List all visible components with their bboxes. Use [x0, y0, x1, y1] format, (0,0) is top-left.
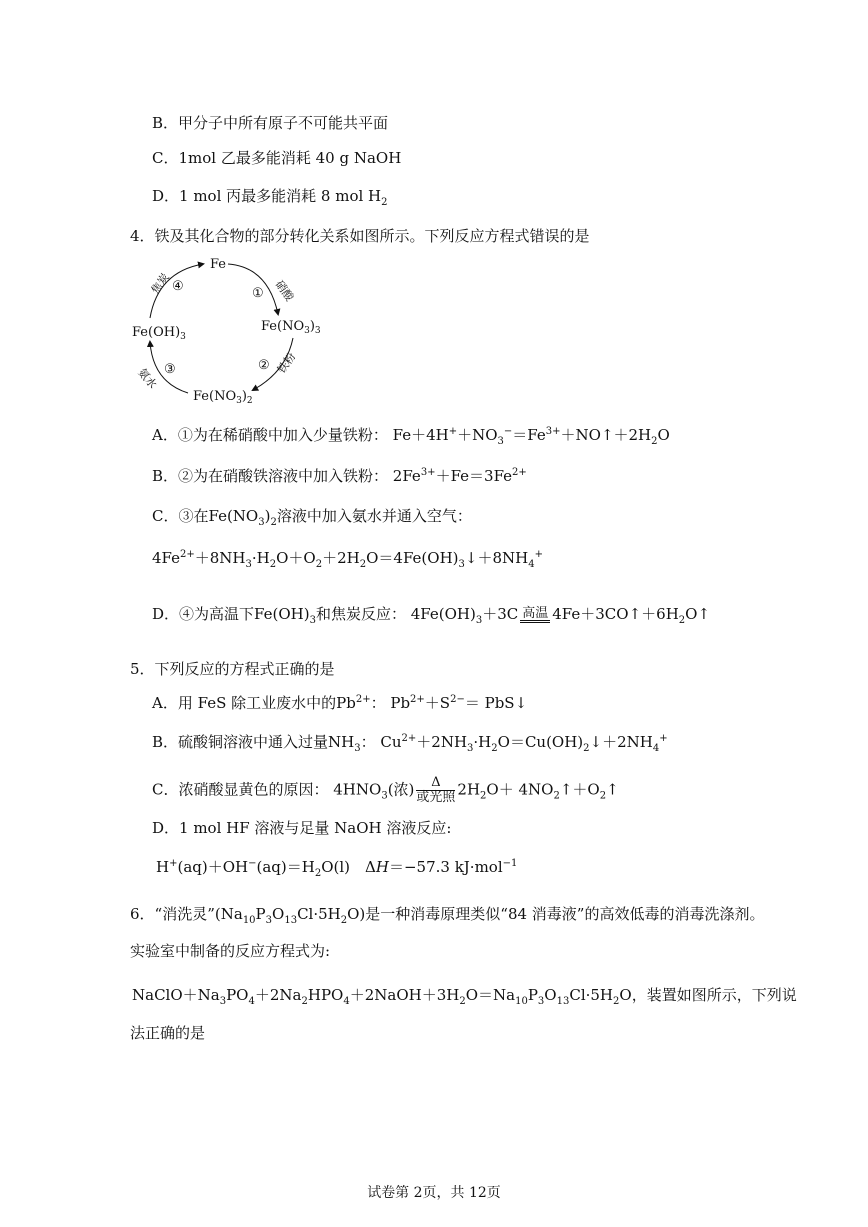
- q3-option-c: C．1mol 乙最多能消耗 40 g NaOH: [152, 149, 402, 167]
- reagent-3: 氨水: [135, 365, 160, 392]
- node-fe: Fe: [210, 257, 227, 272]
- q3-option-d: D．1 mol 丙最多能消耗 8 mol $H_2$: [152, 187, 388, 208]
- q5-option-a: A．用 FeS 除工业废水中的$Pb^{2+}$： $Pb^{2+}+S^{2-}=$ PbS↓: [152, 694, 528, 712]
- q5-option-b: B．硫酸铜溶液中通入过量$NH_3$： $Cu^{2+}+2NH_3\cdot H_2O=Cu(OH)_2↓+2NH_4^+$: [152, 733, 668, 754]
- q6-stem: 6．“消洗灵$”(Na_{10}P_3O_{13}Cl\cdot 5H_2O)$是一种消毒原理类似“84 消毒液”的高效低毒的消毒洗涤剂。: [130, 905, 765, 926]
- node-feno3-2: $Fe(NO_3)_2$: [193, 389, 253, 406]
- step-2: ②: [258, 358, 270, 373]
- step-1: ①: [252, 286, 264, 301]
- q4-option-b: B．②为在硝酸铁溶液中加入铁粉： $2Fe^{3+}+Fe=3Fe^{2+}$: [152, 467, 527, 485]
- iron-conversion-diagram: [128, 252, 328, 412]
- reagent-4: 焦炭: [148, 271, 172, 297]
- q3-option-b: B．甲分子中所有原子不可能共平面: [152, 114, 389, 132]
- reagent-2: 铁粉: [274, 350, 299, 376]
- q6-line2: 实验室中制备的反应方程式为:: [130, 942, 331, 960]
- q5-option-d: D．1 mol HF 溶液与足量 NaOH 溶液反应:: [152, 819, 452, 837]
- step-3: ③: [164, 362, 176, 377]
- reagent-1: 硝酸: [272, 278, 296, 304]
- node-feoh3: $Fe(OH)_3$: [132, 325, 186, 342]
- node-feno3-3: $Fe(NO_3)_3$: [261, 319, 321, 336]
- q4-option-a: A．①为在稀硝酸中加入少量铁粉： $Fe+4H^++NO_3^-=Fe^{3+}+NO↑+2H_2O$: [152, 426, 670, 447]
- q5-option-c: C．浓硝酸显黄色的原因： $4HNO_3$(浓) $\frac{\Delta}{\text{或光照}}$ $2H_2O+$ $4NO_2↑+O_2↑$: [152, 775, 619, 805]
- q4-option-d: D．④为高温下$Fe(OH)_3$和焦炭反应： $4Fe(OH)_3+3C$ 高温 $4Fe+3CO↑+6H_2O↑$: [152, 605, 711, 626]
- q4-stem: 4．铁及其化合物的部分转化关系如图所示。下列反应方程式错误的是: [130, 227, 590, 245]
- q4-option-c-equation: $4Fe^{2+}+8NH_3\cdot H_2O+O_2+2H_2O=4Fe(OH)_3↓+8NH_4^+$: [152, 549, 543, 570]
- q6-equation: $NaClO+Na_3PO_4+2Na_2HPO_4+2NaOH+3H_2O=Na_{10}P_3O_{13}Cl\cdot 5H_2O$，装置如图所示，下列说: [132, 986, 797, 1007]
- page-footer: 试卷第 2页，共 12页: [367, 1185, 501, 1201]
- q5-option-d-equation: $H^+(aq)+OH^-(aq)=H_2O(l)$ ΔH＝−57.3 kJ·mol$^{-1}$: [156, 858, 518, 879]
- step-4: ④: [172, 279, 184, 294]
- q4-option-c: C．③在$Fe(NO_3)_2$溶液中加入氨水并通入空气：: [152, 507, 472, 528]
- q6-line4: 法正确的是: [130, 1024, 206, 1042]
- q5-stem: 5．下列反应的方程式正确的是: [130, 660, 335, 678]
